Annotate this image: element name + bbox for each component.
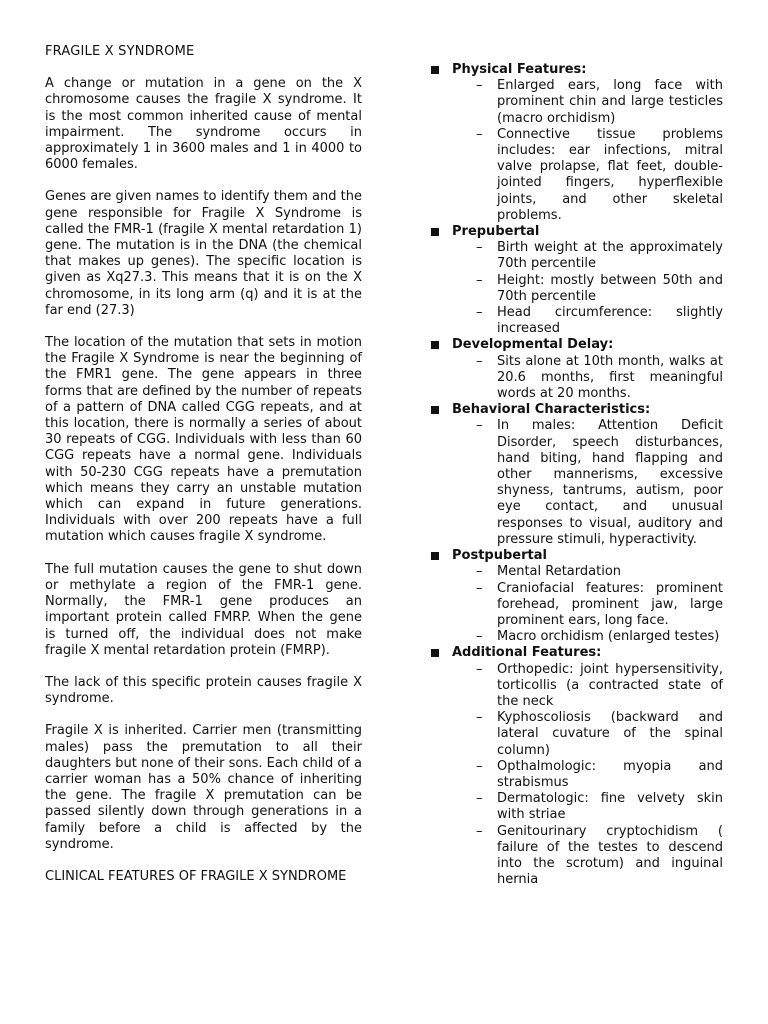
document-title: FRAGILE X SYNDROME <box>45 44 195 59</box>
paragraph-intro: A change or mutation in a gene on the X chromosome causes the fragile X syndrome. It is the most common inherited cause of mental impairment. The syndrome occurs in approximately 1 in 3600 males and 1 in 4000 to 6000 females. <box>45 76 362 173</box>
list-item: – Birth weight at the approximately 70th percentile <box>476 240 723 272</box>
list-item: – Opthalmologic: myopia and strabismus <box>476 759 723 791</box>
list-item: – Head circumference: slightly increased <box>476 305 723 337</box>
paragraph-protein-lack: The lack of this specific protein causes fragile X syndrome. <box>45 674 362 707</box>
section-prepubertal <box>430 224 723 337</box>
list-item: – Mental Retardation <box>476 564 723 580</box>
section-title: Prepubertal <box>430 224 723 240</box>
section-title: Physical Features: <box>430 62 723 78</box>
list-item: – Dermatologic: fine velvety skin with striae <box>476 791 723 823</box>
list-item: – Orthopedic: joint hypersensitivity, torticollis (a contracted state of the neck <box>476 662 723 711</box>
item-list <box>430 418 723 548</box>
left-column <box>45 44 362 885</box>
list-item: – Sits alone at 10th month, walks at 20.6 months, first meaningful words at 20 months. <box>476 354 723 403</box>
list-item: – Height: mostly between 50th and 70th percentile <box>476 273 723 305</box>
list-item: – Kyphoscoliosis (backward and lateral cuvature of the spinal column) <box>476 710 723 759</box>
list-item: – In males: Attention Deficit Disorder, speech disturbances, hand biting, hand flapping and other mannerisms, excessive shyness, tantrums, autism, poor eye contact, and unusual responses to visual, auditory and pressure stimuli, hyperactivity. <box>476 418 723 548</box>
section-behavioral-characteristics <box>430 402 723 548</box>
item-list <box>430 78 723 224</box>
item-list <box>430 354 723 403</box>
section-additional-features <box>430 645 723 888</box>
section-developmental-delay <box>430 337 723 402</box>
section-title: Developmental Delay: <box>430 337 723 353</box>
section-title: Behavioral Characteristics: <box>430 402 723 418</box>
paragraph-gene-name: Genes are given names to identify them and the gene responsible for Fragile X Syndrome is called the FMR-1 (fragile X mental retardation 1) gene. The mutation is in the DNA (the chemical that makes up genes). The specific location is given as Xq27.3. This means that it is on the X chromosome, in its long arm (q) and it is at the far end (27.3) <box>45 189 362 318</box>
list-item: – Genitourinary cryptochidism ( failure of the testes to descend into the scrotum) and inguinal hernia <box>476 824 723 889</box>
item-list <box>430 240 723 337</box>
section-postpubertal <box>430 548 723 645</box>
item-list <box>430 662 723 889</box>
item-list <box>430 564 723 645</box>
right-column <box>430 62 723 888</box>
section-title: Additional Features: <box>430 645 723 661</box>
section-physical-features <box>430 62 723 224</box>
list-item: – Craniofacial features: prominent forehead, prominent jaw, large prominent ears, long face. <box>476 581 723 630</box>
section-title: Postpubertal <box>430 548 723 564</box>
paragraph-inheritance: Fragile X is inherited. Carrier men (transmitting males) pass the premutation to all their daughters but none of their sons. Each child of a carrier woman has a 50% chance of inheriting the gene. The fragile X premutation can be passed silently down through generations in a family before a child is affected by the syndrome. <box>45 723 362 852</box>
clinical-features-heading: CLINICAL FEATURES OF FRAGILE X SYNDROME <box>45 868 347 884</box>
paragraph-full-mutation: The full mutation causes the gene to shut down or methylate a region of the FMR-1 gene. Normally, the FMR-1 gene produces an important protein called FMRP. When the gene is turned off, the individual does not make fragile X mental retardation protein (FMRP). <box>45 561 362 658</box>
list-item: – Macro orchidism (enlarged testes) <box>476 629 723 645</box>
list-item: – Enlarged ears, long face with prominent chin and large testicles (macro orchidism) <box>476 78 723 127</box>
list-item: – Connective tissue problems includes: ear infections, mitral valve prolapse, flat feet, double-jointed fingers, hyperflexible joints, and other skeletal problems. <box>476 127 723 224</box>
paragraph-mutation-location: The location of the mutation that sets in motion the Fragile X Syndrome is near the beginning of the FMR1 gene. The gene appears in three forms that are defined by the number of repeats of a pattern of DNA called CGG repeats, and at this location, there is normally a series of about 30 repeats of CGG. Individuals with less than 60 CGG repeats have a normal gene. Individuals with 50-230 CGG repeats have a premutation which means they carry an unstable mutation which can expand in future generations. Individuals with over 200 repeats have a full mutation which causes fragile X syndrome. <box>45 335 362 545</box>
